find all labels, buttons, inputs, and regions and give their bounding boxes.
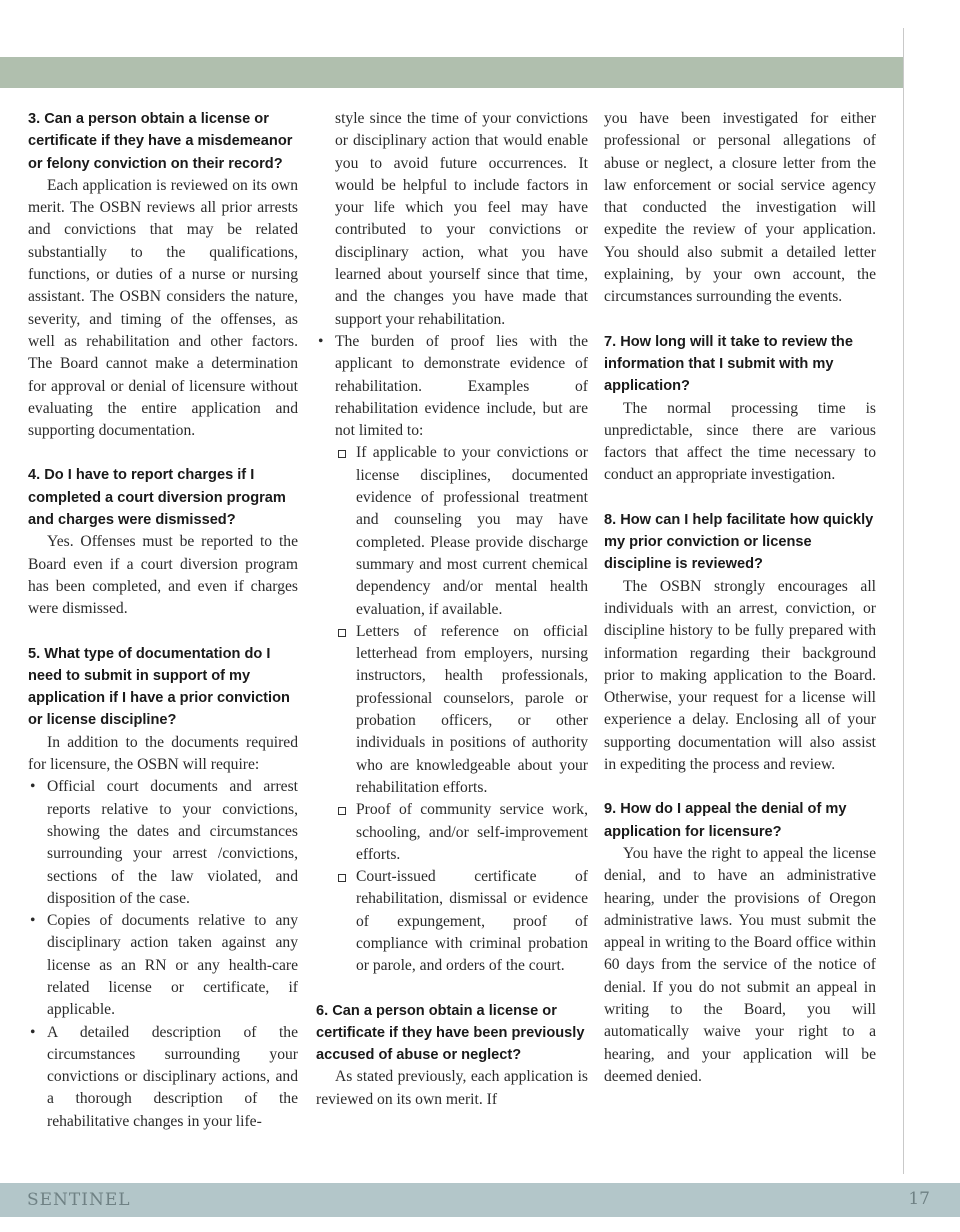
list-item: Court-issued certificate of rehabilitation, dismissal or evidence of expungement, proof of compliance with criminal probation or parole, and orders of the court. (335, 866, 588, 977)
bullet-icon: • (30, 1023, 36, 1041)
question-3-heading: 3. Can a person obtain a license or certificate if they have a misdemeanor or felony conviction on their record? (28, 111, 293, 172)
list-item: • Official court documents and arrest reports relative to your convictions, showing the dates and circumstances surrounding your arrest /convictions, sections of the law violated, and disposition of the case. (30, 778, 298, 907)
list-item: • A detailed description of the circumstances surrounding your convictions or disciplinary actions, and a thorough description of the rehabilitative changes in your life- (30, 1023, 298, 1130)
bullet-icon: • (30, 778, 36, 796)
column-2 (316, 108, 588, 1111)
question-7-heading: 7. How long will it take to review the information that I submit with my application? (604, 333, 853, 395)
checkbox-bullet-icon (338, 807, 346, 815)
rehabilitation-evidence-list (335, 442, 588, 977)
requirements-list-continued (316, 331, 588, 442)
page-number: 17 (908, 1189, 930, 1209)
question-3-answer: Each application is reviewed on its own merit. The OSBN reviews all prior arrests and convictions that may be related substantially to the qualifications, functions, or duties of a nurse or nursing assistant. The OSBN considers the nature, severity, and timing of the offenses, as well as rehabilitation and other factors. The Board cannot make a determination for approval or denial of licensure without evaluating the entire application and supporting documentation. (28, 176, 298, 440)
list-item: If applicable to your convictions or license disciplines, documented evidence of professional treatment and counseling you may have completed. Please provide discharge summary and most current chemical dependency and/or mental health evaluation, if available. (335, 442, 588, 620)
question-6-heading: 6. Can a person obtain a license or certificate if they have been previously accused of abuse or neglect? (316, 1002, 585, 1064)
list-item: • Copies of documents relative to any disciplinary action taken against any license as an RN or any health-care related license or certificate, if applicable. (30, 912, 298, 1019)
question-9-answer: You have the right to appeal the license denial, and to have an administrative hearing, under the provisions of Oregon administrative laws. You must submit the appeal in writing to the Board office within 60 days from the service of the notice of denial. If you do not submit an appeal in writing to the Board, you will automatically waive your right to a hearing, and your application will be deemed denied. (604, 844, 876, 1085)
column-1 (28, 108, 298, 1133)
question-9-heading: 9. How do I appeal the denial of my application for licensure? (604, 801, 847, 840)
question-5-answer: In addition to the documents required for licensure, the OSBN will require: (28, 733, 298, 774)
question-5-heading: 5. What type of documentation do I need to submit in support of my application if I have a prior conviction or license discipline? (28, 645, 290, 729)
question-4-answer: Yes. Offenses must be reported to the Board even if a court diversion program has been completed, and even if charges were dismissed. (28, 533, 298, 618)
publication-name: SENTINEL (27, 1190, 131, 1210)
list-item-continued: style since the time of your convictions or disciplinary action that would enable you to avoid future occurrences. It would be helpful to include factors in your life which you feel may have contributed to your convictions or disciplinary action, what you have learned about yourself since that time, and the changes you have made that support your rehabilitation. (335, 110, 588, 328)
list-item: Letters of reference on official letterhead from employers, nursing instructors, health professionals, professional counselors, parole or probation officers, or other individuals in positions of authority who are knowledgeable about your rehabilitation efforts. (335, 621, 588, 799)
question-6-answer-continued: you have been investigated for either professional or personal allegations of abuse or neglect, a closure letter from the law enforcement or social service agency that conducted the investigation will expedite the review of your application. You should also submit a detailed letter explaining, by your own account, the circumstances surrounding the events. (604, 110, 876, 306)
question-4-heading: 4. Do I have to report charges if I completed a court diversion program and charges were dismissed? (28, 467, 286, 529)
list-item: • The burden of proof lies with the applicant to demonstrate evidence of rehabilitation. Examples of rehabilitation evidence include, but are not limited to: (318, 332, 588, 440)
question-8-answer: The OSBN strongly encourages all individuals with an arrest, conviction, or discipline history to be fully prepared with information regarding their background prior to making application to the Board. Otherwise, your request for a license will experience a delay. Enclosing all of your supporting documentation will also assist in expediting the process and review. (604, 577, 876, 774)
bullet-icon: • (318, 332, 324, 350)
question-7-answer: The normal processing time is unpredictable, since there are various factors that affect the time necessary to conduct an appropriate investigation. (604, 399, 876, 484)
header-band (0, 57, 903, 88)
list-item: Proof of community service work, schooling, and/or self-improvement efforts. (335, 799, 588, 866)
page-edge-rule (903, 28, 904, 1174)
column-3 (604, 108, 876, 1088)
checkbox-bullet-icon (338, 629, 346, 637)
bullet-icon: • (30, 912, 36, 930)
requirements-list (28, 776, 298, 1133)
question-6-answer: As stated previously, each application is reviewed on its own merit. If (316, 1068, 588, 1108)
footer-band (0, 1183, 960, 1217)
checkbox-bullet-icon (338, 450, 346, 458)
question-8-heading: 8. How can I help facilitate how quickly my prior conviction or license discipline is reviewed? (604, 511, 874, 573)
checkbox-bullet-icon (338, 874, 346, 882)
